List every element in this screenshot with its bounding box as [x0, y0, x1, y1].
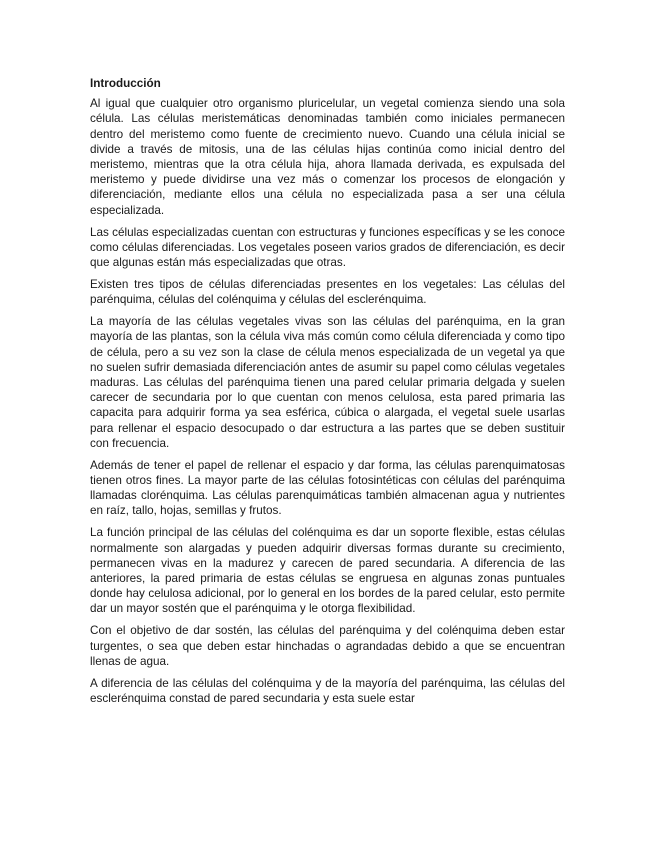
paragraph-4: La mayoría de las células vegetales vivas son las células del parénquima, en la gran mayoría de las plantas, son la célula viva más común como célula diferenciada y como tipo de célula, pero a su vez son la clase de célula menos especializada de un vegetal ya que no suelen sufrir demasiada diferenciación antes de asumir su papel como células vegetales maduras. Las células del parénquima tienen una pared celular primaria delgada y suelen carecer de secundaria por lo que cuentan con menos celulosa, esta pared primaria las capacita para adquirir forma ya sea esférica, cúbica o alargada, el vegetal suele usarlas para rellenar el espacio desocupado o dar estructura a las partes que se deben sustituir con frecuencia. [90, 315, 565, 450]
paragraph-7: Con el objetivo de dar sostén, las células del parénquima y del colénquima deben estar turgentes, o sea que deben estar hinchadas o agrandadas debido a que se encuentran llenas de agua. [90, 624, 565, 668]
paragraph-5: Además de tener el papel de rellenar el espacio y dar forma, las células parenquimatosas tienen otros fines. La mayor parte de las células fotosintéticas con células del parénquima llamadas clorénquima. Las células parenquimáticas también almacenan agua y nutrientes en raíz, tallo, hojas, semillas y frutos. [90, 458, 565, 518]
paragraph-1: Al igual que cualquier otro organismo pluricelular, un vegetal comienza siendo una sola célula. Las células meristemáticas denominadas también como iniciales permanecen dentro del meristemo como fuente de crecimiento nuevo. Cuando una célula inicial se divide a través de mitosis, una de las células hijas continúa como inicial dentro del meristemo, mientras que la otra célula hija, ahora llamada derivada, es expulsada del meristemo y puede dividirse una vez más o comenzar los procesos de elongación y diferenciación, mediante ellos una célula no especializada pasa a ser una célula especializada. [90, 97, 565, 217]
paragraph-2: Las células especializadas cuentan con estructuras y funciones específicas y se les conoce como células diferenciadas. Los vegetales poseen varios grados de diferenciación, es decir que algunas están más especializadas que otras. [90, 225, 565, 270]
paragraph-6: La función principal de las células del colénquima es dar un soporte flexible, estas células normalmente son alargadas y pueden adquirir diversas formas durante su crecimiento, permanecen vivas en la madurez y carecen de pared secundaria. A diferencia de las anteriores, la pared primaria de estas células se engruesa en algunas zonas puntuales donde hay celulosa adicional, por lo general en los bordes de la pared celular, esto permite dar un mayor sostén que el parénquima y le otorga flexibilidad. [90, 526, 565, 616]
section-heading: Introducción [90, 77, 161, 90]
document-body [90, 76, 565, 713]
paragraph-3: Existen tres tipos de células diferenciadas presentes en los vegetales: Las células del parénquima, células del colénquima y células del esclerénquima. [90, 278, 565, 307]
paragraph-8: A diferencia de las células del colénquima y de la mayoría del parénquima, las células del esclerénquima constad de pared secundaria y esta suele estar [90, 676, 565, 706]
